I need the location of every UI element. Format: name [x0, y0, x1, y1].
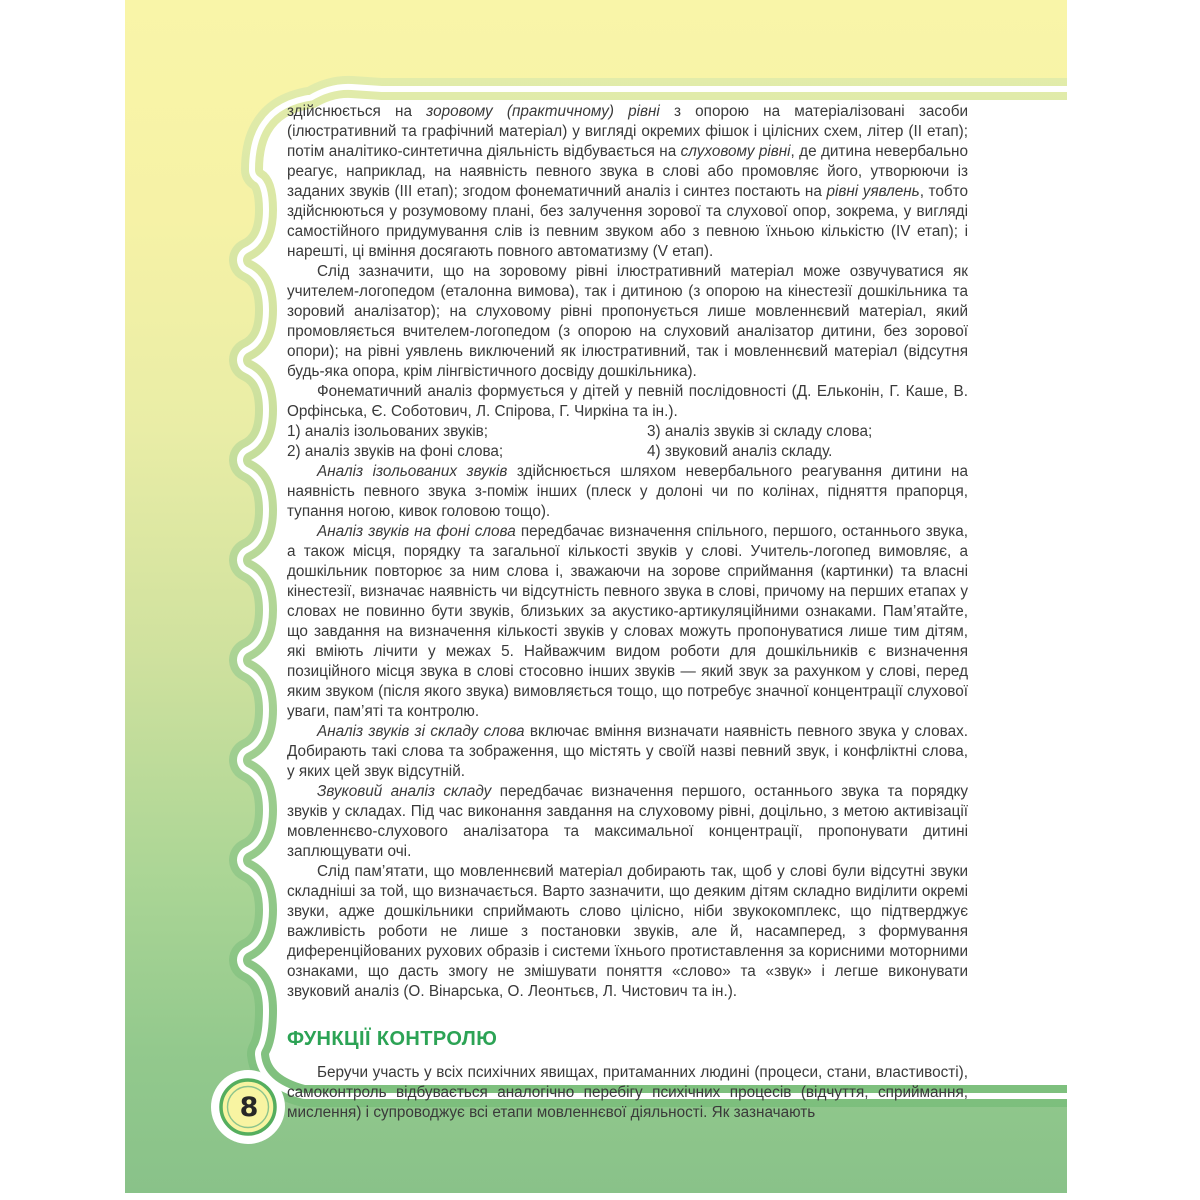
text-run: з опорою на матеріалізовані засоби (ілюстративний та графічний матеріал) у вигляді окремих фішок і цілісних схем, літер (ІІ етап); потім аналітико-синтетична діяльність відбувається на	[287, 103, 968, 160]
section-heading: ФУНКЦІЇ КОНТРОЛЮ	[287, 1028, 498, 1050]
paragraph	[287, 722, 968, 782]
list-column-right	[647, 422, 968, 462]
text-run: Слід зазначити, що на зоровому рівні ілюстративний матеріал може озвучуватися як учителем-логопедом (еталонна вимова), так і дитиною (з опорою на кінестезії дошкільника та зоровий аналізатор); на слуховому рівні пропонується лише мовленнєвий матеріал, який промовляється вчителем-логопедом (з опорою на слуховий аналізатор дитини, без зорової опори); на рівні уявлень виключений як ілюстративний, так і мовленнєвий матеріал (відсутня будь-яка опора, крім лінгвістичного досвіду дошкільника).	[287, 263, 968, 380]
text-run: передбачає визначення спільного, першого, останнього звука, а також місця, порядку та загальної кількості звуків у слові. Учитель-логопед вимовляє, а дошкільник повторює за ним слова і, зважаючи на зорове сприймання (картинки) та власні кінестезії, визначає наявність чи відсутність певного звука в слові, причому на перших етапах у словах не повинно бути звуків, близьких за акустико-артикуляційними ознаками. Пам’ятайте, що завдання на визначення кількості звуків у словах можуть пропонуватися лише тим дітям, які вміють лічити у межах 5. Найважчим видом роботи для дошкільників є визначення позиційного місця звука в слові стосовно інших звуків — який звук за рахунком у слові, перед яким звуком (після якого звука) вимовляється тощо, що потребує значної концентрації слухової уваги, пам’яті та контролю.	[287, 523, 969, 720]
italic-term: Звуковий аналіз складу	[317, 783, 492, 800]
text-run: Слід пам’ятати, що мовленнєвий матеріал добирають так, щоб у слові були відсутні звуки складніші за той, що визначається. Варто зазначити, що деяким дітям складно виділити окремі звуки, адже дошкільники сприймають слово цілісно, ніби звукокомплекс, що підтверджує важливість роботи не лише з постановки звуків, але й, насамперед, з формування диференційованих рухових образів і системи їхнього протиставлення за корисними моторними ознаками, що дасть змогу не змішувати поняття «слово» та «звук» і легше виконувати звуковий аналіз (О. Вінарська, О. Леонтьєв, Л. Чистович та ін.).	[287, 863, 968, 1000]
paragraph	[287, 522, 968, 722]
text-run: Беручи участь у всіх психічних явищах, притаманних людині (процеси, стани, властивості), самоконтроль відбувається аналогічно перебігу психічних процесів (відчуття, сприймання, мислення) і супроводжує всі етапи мовленнєвої діяльності. Як зазначають	[287, 1064, 968, 1121]
italic-term: Аналіз звуків зі складу слова	[317, 723, 525, 740]
paragraph	[287, 102, 968, 262]
italic-term: рівні уявлень	[826, 183, 920, 200]
italic-term: Аналіз ізольованих звуків	[317, 463, 508, 480]
text-run: включає вміння визначати наявність певного звука у словах. Добирають такі слова та зображення, що містять у своїй назві певний звук, і конфліктні слова, у яких цей звук відсутній.	[287, 723, 968, 780]
text-run: здійснюється на	[287, 103, 427, 120]
list-item: 2) аналіз звуків на фоні слова;	[287, 443, 504, 460]
paragraph	[287, 382, 968, 422]
page-number: 8	[239, 1091, 259, 1123]
italic-term: Аналіз звуків на фоні слова	[317, 523, 516, 540]
list-column-left	[287, 422, 647, 462]
text-run: , тобто здійснюються у розумовому плані, без залучення зорової та слухової опор, зокрема, у вигляді самостійного придумування слів із певним звуком або з певною їхньою кількістю (IV етап); і нарешті, ці вміння досягають повного автоматизму (V етап).	[287, 183, 968, 260]
list-item: 4) звуковий аналіз складу.	[647, 443, 833, 460]
text-run: здійснюється шляхом невербального реагування дитини на наявність певного звука з-поміж інших (плеск у долоні чи по колінах, підняття прапорця, тупання ногою, кивок головою тощо).	[287, 463, 968, 520]
italic-term: зоровому (практичному) рівні	[426, 103, 660, 120]
paragraph	[287, 262, 968, 382]
numbered-list	[287, 422, 968, 462]
text-run: , де дитина невербально реагує, наприклад, на наявність певного звука в слові або промовляє його, утворюючи із заданих звуків (ІІІ етап); згодом фонематичний аналіз і синтез постають на	[287, 143, 969, 200]
paragraph	[287, 782, 968, 862]
list-item: 1) аналіз ізольованих звуків;	[287, 423, 488, 440]
text-run: Фонематичний аналіз формується у дітей у певній послідовності (Д. Ельконін, Г. Каше, В. Орфінська, Є. Соботович, Л. Спірова, Г. Чиркіна та ін.).	[287, 383, 968, 420]
paragraph	[287, 462, 968, 522]
text-run: передбачає визначення першого, останнього звука та порядку звуків у складах. Під час виконання завдання на слуховому рівні, доцільно, з метою активізації мовленнєво-слухового аналізатора та максимальної концентрації, пропонувати дитині заплющувати очі.	[287, 783, 968, 860]
paragraph	[287, 1063, 968, 1123]
paragraph	[287, 862, 968, 1002]
body-text-column	[287, 102, 968, 1123]
scanned-book-page	[125, 0, 1067, 1193]
italic-term: слуховому рівні	[680, 143, 791, 160]
list-item: 3) аналіз звуків зі складу слова;	[647, 423, 873, 440]
